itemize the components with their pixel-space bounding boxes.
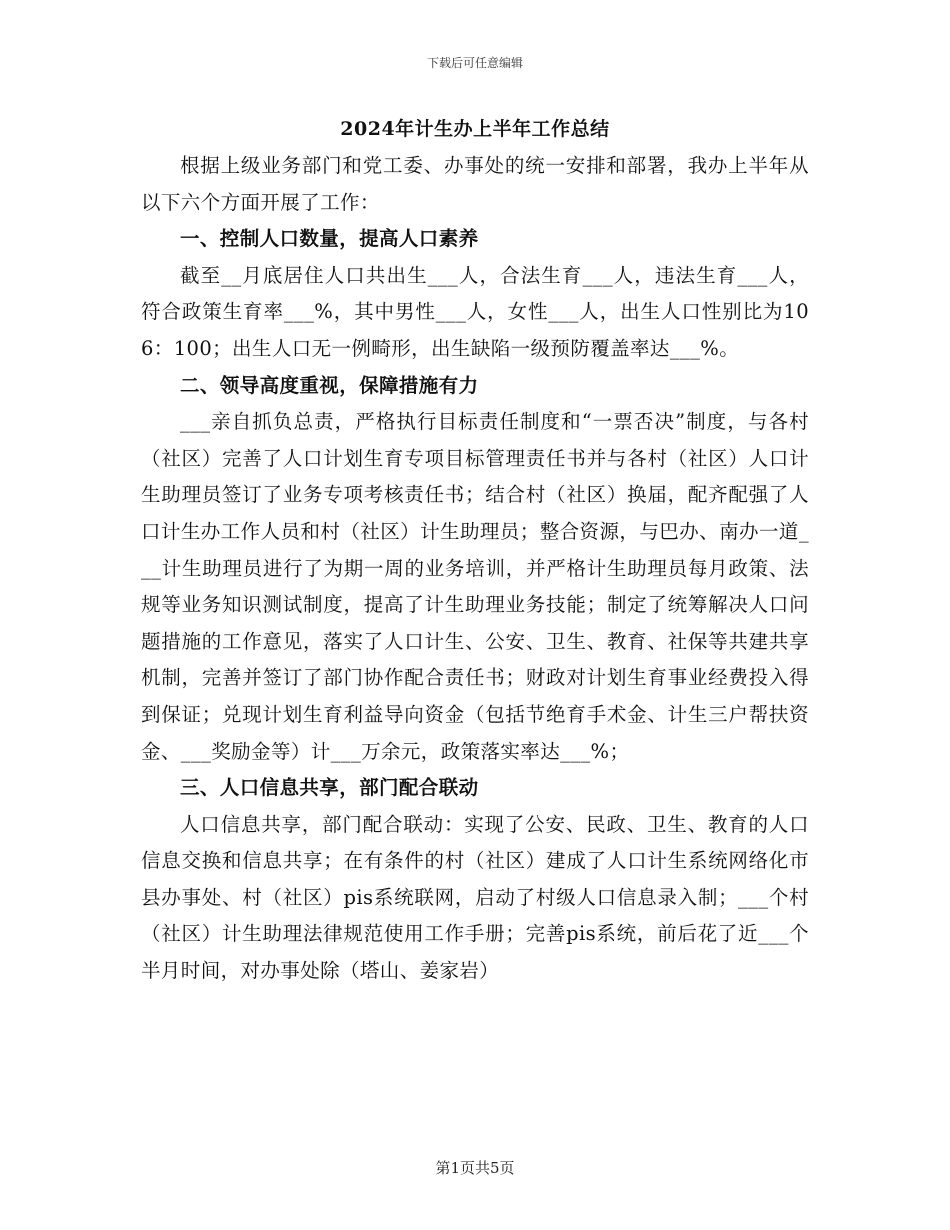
section-body-1: 截至__月底居住人口共出生___人，合法生育___人，违法生育___人，符合政策生育率___%，其中男性___人，女性___人，出生人口性别比为106：100；出生人口无一例畸形，出生缺陷一级预防覆盖率达___%。 — [141, 263, 809, 360]
page-header-note: 下载后可任意编辑 — [426, 56, 523, 70]
section-body-3: 人口信息共享，部门配合联动：实现了公安、民政、卫生、教育的人口信息交换和信息共享；在有条件的村（社区）建成了人口计生系统网络化市县办事处、村（社区）pis系统联网，启动了村级人口信息录入制；___个村（社区）计生助理法律规范使用工作手册；完善pis系统，前后花了近___个半月时间，对办事处除（塔山、姜家岩） — [141, 812, 809, 983]
document-title: 2024年计生办上半年工作总结 — [340, 118, 610, 140]
page-number: 第1页共5页 — [435, 1159, 515, 1177]
document-body — [141, 112, 809, 990]
section-body-2: ___亲自抓负总责，严格执行目标责任制度和“一票否决”制度，与各村（社区）完善了人口计划生育专项目标管理责任书并与各村（社区）人口计生助理员签订了业务专项考核责任书；结合村（社区）换届，配齐配强了人口计生办工作人员和村（社区）计生助理员；整合资源，与巴办、南办一道___计生助理员进行了为期一周的业务培训，并严格计生助理员每月政策、法规等业务知识测试制度，提高了计生助理业务技能；制定了统筹解决人口问题措施的工作意见，落实了人口计生、公安、卫生、教育、社保等共建共享机制，完善并签订了部门协作配合责任书；财政对计划生育事业经费投入得到保证；兑现计划生育利益导向资金（包括节绝育手术金、计生三户帮扶资金、___奖励金等）计___万余元，政策落实率达___%； — [141, 410, 809, 763]
section-heading-1: 一、控制人口数量，提高人口素养 — [180, 227, 479, 251]
intro-paragraph: 根据上级业务部门和党工委、办事处的统一安排和部署，我办上半年从以下六个方面开展了工作： — [141, 154, 809, 214]
section-heading-2: 二、领导高度重视，保障措施有力 — [180, 373, 479, 397]
section-heading-3: 三、人口信息共享，部门配合联动 — [180, 776, 479, 800]
